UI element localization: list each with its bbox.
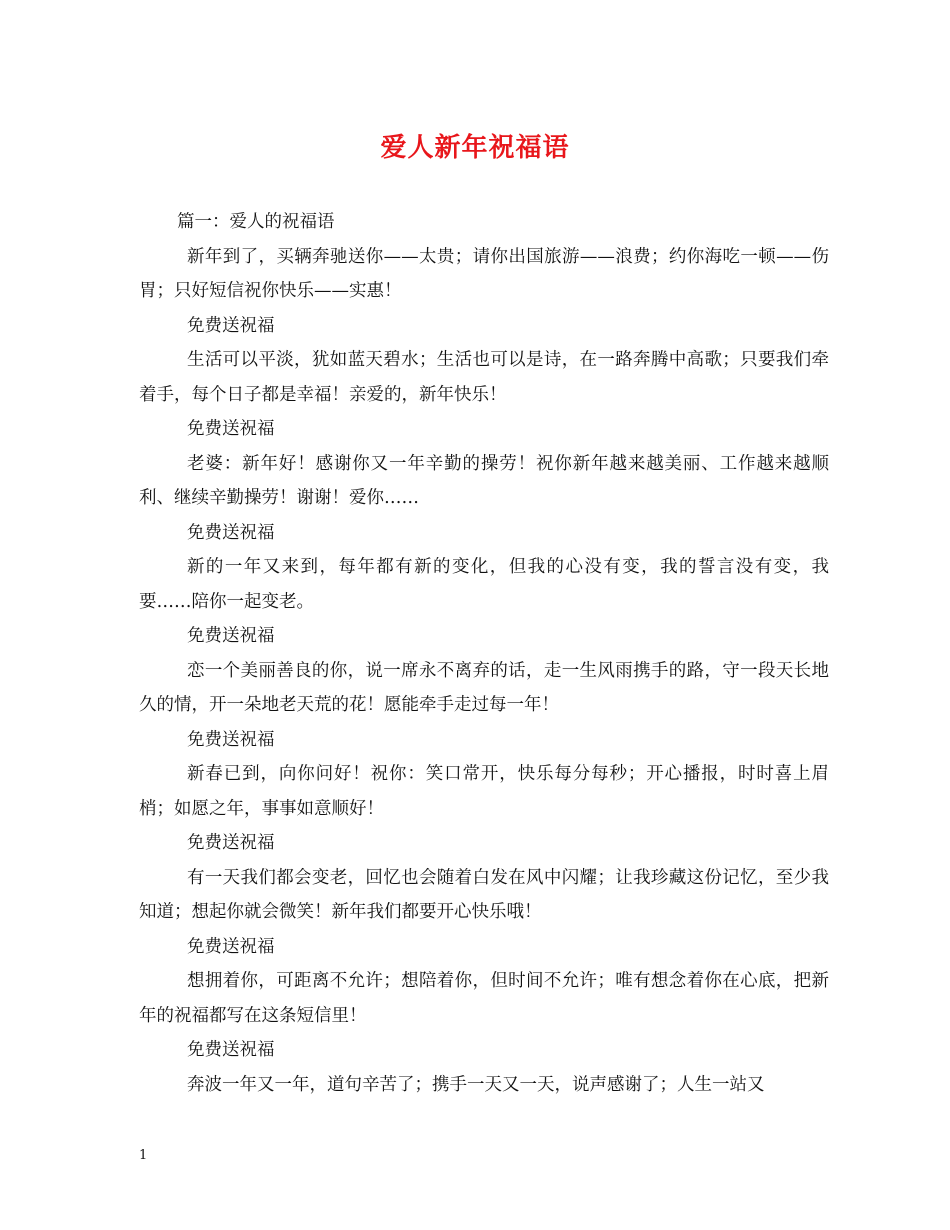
paragraph-7: 有一天我们都会变老，回忆也会随着白发在风中闪耀；让我珍藏这份记忆，至少我知道；想起你就会微笑！新年我们都要开心快乐哦！ (139, 867, 829, 922)
paragraph-5: 恋一个美丽善良的你，说一席永不离弃的话，走一生风雨携手的路，守一段天长地久的情，开一朵地老天荒的花！愿能牵手走过每一年！ (139, 660, 829, 715)
free-blessing-label: 免费送祝福 (187, 315, 275, 336)
free-blessing-label: 免费送祝福 (187, 1040, 275, 1060)
free-blessing-label: 免费送祝福 (187, 936, 275, 957)
paragraph-9: 奔波一年又一年，道句辛苦了；携手一天又一天，说声感谢了；人生一站又 (187, 1074, 765, 1095)
paragraph-4: 新的一年又来到，每年都有新的变化，但我的心没有变，我的誓言没有变，我要……陪你一起变老。 (139, 557, 829, 612)
document-title: 爱人新年祝福语 (380, 133, 570, 163)
free-blessing-label: 免费送祝福 (187, 833, 275, 853)
free-blessing-label: 免费送祝福 (187, 729, 275, 750)
section-heading: 篇一：爱人的祝福语 (177, 212, 335, 232)
free-blessing-label: 免费送祝福 (187, 419, 275, 439)
paragraph-6: 新春已到，向你问好！祝你：笑口常开，快乐每分每秒；开心播报，时时喜上眉梢；如愿之年，事事如意顺好！ (139, 764, 829, 819)
paragraph-1: 新年到了，买辆奔驰送你——太贵；请你出国旅游——浪费；约你海吃一顿——伤胃；只好短信祝你快乐——实惠！ (139, 246, 829, 301)
page-number: 1 (139, 1148, 148, 1163)
free-blessing-label: 免费送祝福 (187, 626, 275, 646)
document-body (139, 205, 829, 1102)
paragraph-2: 生活可以平淡，犹如蓝天碧水；生活也可以是诗，在一路奔腾中高歌；只要我们牵着手，每个日子都是幸福！亲爱的，新年快乐！ (139, 350, 829, 405)
paragraph-8: 想拥着你，可距离不允许；想陪着你，但时间不允许；唯有想念着你在心底，把新年的祝福都写在这条短信里！ (139, 971, 829, 1026)
free-blessing-label: 免费送祝福 (187, 522, 275, 543)
paragraph-3: 老婆：新年好！感谢你又一年辛勤的操劳！祝你新年越来越美丽、工作越来越顺利、继续辛勤操劳！谢谢！爱你…… (139, 453, 829, 508)
